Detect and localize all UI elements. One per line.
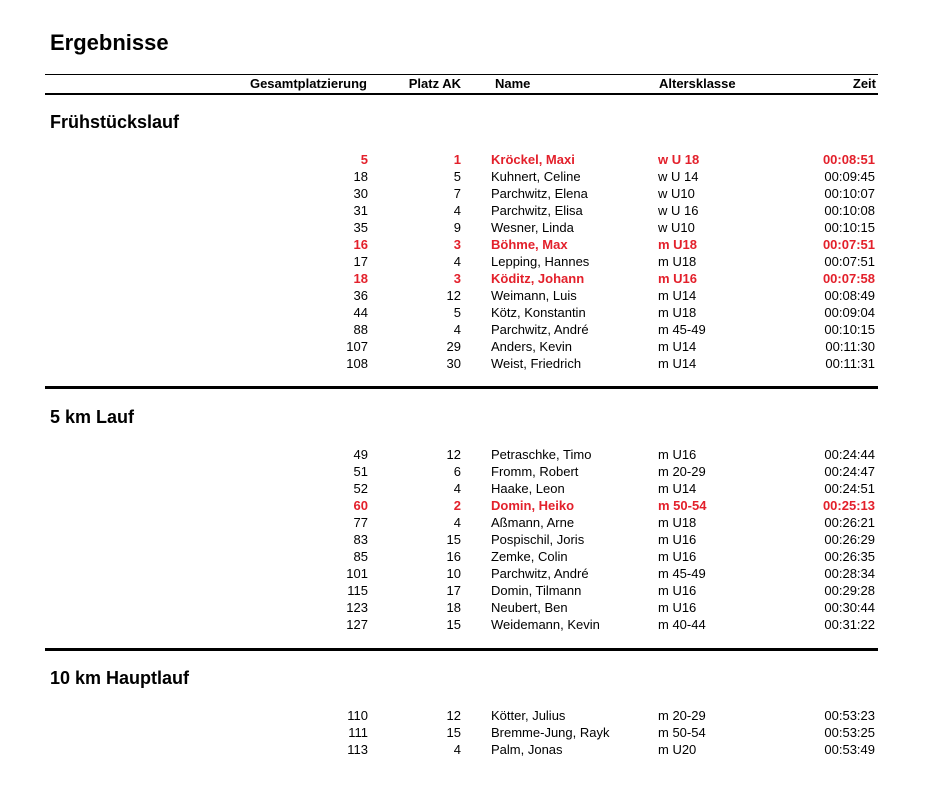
cell-zeit: 00:11:31 — [825, 356, 875, 371]
cell-name: Haake, Leon — [491, 481, 565, 496]
header-platz-ak: Platz AK — [408, 76, 461, 91]
cell-platz-ak: 15 — [446, 532, 461, 547]
cell-zeit: 00:09:04 — [824, 305, 875, 320]
table-row — [45, 463, 878, 480]
cell-name: Fromm, Robert — [491, 464, 579, 479]
header-name: Name — [495, 76, 531, 91]
cell-altersklasse: m U16 — [658, 532, 697, 547]
cell-gesamtplatzierung: 111 — [348, 725, 368, 740]
cell-zeit: 00:31:22 — [824, 617, 875, 632]
table-row — [45, 321, 878, 338]
cell-name: Kröckel, Maxi — [491, 152, 575, 167]
cell-zeit: 00:53:49 — [824, 742, 875, 757]
cell-platz-ak: 12 — [446, 288, 461, 303]
cell-name: Aßmann, Arne — [491, 515, 575, 530]
cell-gesamtplatzierung: 83 — [353, 532, 368, 547]
table-row — [45, 707, 878, 724]
cell-gesamtplatzierung: 16 — [353, 237, 368, 252]
table-row — [45, 270, 878, 287]
cell-platz-ak: 15 — [446, 617, 461, 632]
cell-name: Petraschke, Timo — [491, 447, 592, 462]
cell-gesamtplatzierung: 35 — [353, 220, 368, 235]
cell-gesamtplatzierung: 36 — [353, 288, 368, 303]
table-row — [45, 355, 878, 372]
results-rows — [45, 446, 878, 633]
cell-gesamtplatzierung: 85 — [353, 549, 368, 564]
cell-platz-ak: 12 — [446, 447, 461, 462]
cell-gesamtplatzierung: 52 — [353, 481, 368, 496]
cell-zeit: 00:53:25 — [824, 725, 875, 740]
cell-name: Domin, Heiko — [491, 498, 575, 513]
cell-name: Parchwitz, Elisa — [491, 203, 583, 218]
cell-zeit: 00:26:29 — [824, 532, 875, 547]
table-row — [45, 531, 878, 548]
cell-name: Lepping, Hannes — [491, 254, 590, 269]
cell-name: Parchwitz, André — [491, 322, 589, 337]
cell-name: Parchwitz, Elena — [491, 186, 588, 201]
cell-name: Wesner, Linda — [491, 220, 574, 235]
cell-altersklasse: m U14 — [658, 356, 697, 371]
cell-altersklasse: m 20-29 — [658, 464, 706, 479]
cell-altersklasse: w U 16 — [658, 203, 699, 218]
cell-platz-ak: 4 — [453, 322, 461, 337]
table-row — [45, 514, 878, 531]
cell-gesamtplatzierung: 44 — [353, 305, 368, 320]
table-row — [45, 168, 878, 185]
cell-altersklasse: m U16 — [658, 447, 697, 462]
cell-gesamtplatzierung: 101 — [346, 566, 368, 581]
cell-altersklasse: w U10 — [658, 220, 695, 235]
cell-altersklasse: m U18 — [658, 237, 698, 252]
cell-zeit: 00:28:34 — [824, 566, 875, 581]
table-row — [45, 565, 878, 582]
cell-platz-ak: 5 — [453, 305, 461, 320]
cell-platz-ak: 16 — [446, 549, 461, 564]
header-gesamtplatzierung: Gesamtplatzierung — [249, 76, 367, 91]
cell-gesamtplatzierung: 60 — [353, 498, 368, 513]
cell-platz-ak: 30 — [446, 356, 461, 371]
cell-platz-ak: 15 — [446, 725, 461, 740]
cell-name: Neubert, Ben — [491, 600, 568, 615]
cell-name: Kötz, Konstantin — [491, 305, 586, 320]
cell-zeit: 00:08:49 — [824, 288, 875, 303]
cell-platz-ak: 4 — [453, 515, 461, 530]
cell-altersklasse: m 50-54 — [658, 725, 706, 740]
cell-gesamtplatzierung: 107 — [346, 339, 368, 354]
cell-name: Köditz, Johann — [491, 271, 585, 286]
cell-platz-ak: 4 — [453, 203, 461, 218]
cell-altersklasse: m U14 — [658, 339, 697, 354]
table-row — [45, 185, 878, 202]
cell-altersklasse: m 50-54 — [658, 498, 707, 513]
cell-platz-ak: 4 — [453, 742, 461, 757]
table-row — [45, 480, 878, 497]
cell-gesamtplatzierung: 88 — [353, 322, 368, 337]
cell-altersklasse: w U10 — [658, 186, 695, 201]
cell-gesamtplatzierung: 30 — [353, 186, 368, 201]
table-row — [45, 236, 878, 253]
cell-gesamtplatzierung: 31 — [353, 203, 368, 218]
cell-zeit: 00:11:30 — [825, 339, 875, 354]
table-row — [45, 151, 878, 168]
table-row — [45, 219, 878, 236]
cell-zeit: 00:10:08 — [824, 203, 875, 218]
cell-platz-ak: 7 — [453, 186, 461, 201]
cell-platz-ak: 2 — [453, 498, 461, 513]
table-row — [45, 253, 878, 270]
page-title: Ergebnisse — [50, 30, 169, 55]
cell-name: Weidemann, Kevin — [491, 617, 600, 632]
cell-name: Domin, Tilmann — [491, 583, 582, 598]
cell-platz-ak: 1 — [453, 152, 461, 167]
header-zeit: Zeit — [852, 76, 876, 91]
table-row — [45, 616, 878, 633]
table-row — [45, 741, 878, 758]
cell-altersklasse: m 45-49 — [658, 322, 706, 337]
table-row — [45, 304, 878, 321]
cell-altersklasse: m 40-44 — [658, 617, 706, 632]
cell-gesamtplatzierung: 110 — [347, 708, 368, 723]
table-row — [45, 599, 878, 616]
cell-name: Weist, Friedrich — [491, 356, 582, 371]
cell-altersklasse: m U16 — [658, 271, 698, 286]
cell-zeit: 00:07:51 — [824, 254, 875, 269]
cell-zeit: 00:24:47 — [824, 464, 875, 479]
results-rows — [45, 707, 878, 758]
cell-altersklasse: m U18 — [658, 305, 697, 320]
cell-zeit: 00:24:51 — [824, 481, 875, 496]
table-row — [45, 497, 878, 514]
cell-gesamtplatzierung: 49 — [353, 447, 368, 462]
cell-altersklasse: m U16 — [658, 583, 697, 598]
cell-altersklasse: m U18 — [658, 254, 697, 269]
cell-gesamtplatzierung: 17 — [353, 254, 368, 269]
section-title: 10 km Hauptlauf — [50, 668, 190, 688]
cell-altersklasse: w U 18 — [658, 152, 700, 167]
cell-platz-ak: 9 — [453, 220, 461, 235]
cell-platz-ak: 18 — [446, 600, 461, 615]
cell-name: Palm, Jonas — [491, 742, 563, 757]
cell-platz-ak: 12 — [446, 708, 461, 723]
cell-gesamtplatzierung: 127 — [346, 617, 368, 632]
cell-platz-ak: 4 — [453, 481, 461, 496]
cell-zeit: 00:07:58 — [822, 271, 875, 286]
cell-zeit: 00:10:15 — [824, 220, 875, 235]
cell-platz-ak: 17 — [446, 583, 461, 598]
cell-altersklasse: m U14 — [658, 288, 697, 303]
cell-gesamtplatzierung: 77 — [353, 515, 368, 530]
cell-gesamtplatzierung: 51 — [353, 464, 368, 479]
cell-gesamtplatzierung: 115 — [347, 583, 368, 598]
cell-zeit: 00:24:44 — [824, 447, 875, 462]
cell-zeit: 00:30:44 — [824, 600, 875, 615]
section-divider — [45, 648, 878, 651]
table-row — [45, 446, 878, 463]
cell-zeit: 00:09:45 — [824, 169, 875, 184]
cell-altersklasse: m U14 — [658, 481, 697, 496]
cell-platz-ak: 29 — [446, 339, 461, 354]
cell-zeit: 00:26:35 — [824, 549, 875, 564]
cell-name: Pospischil, Joris — [491, 532, 585, 547]
cell-zeit: 00:10:15 — [824, 322, 875, 337]
table-row — [45, 338, 878, 355]
cell-gesamtplatzierung: 123 — [346, 600, 368, 615]
cell-altersklasse: m 45-49 — [658, 566, 706, 581]
cell-altersklasse: m U18 — [658, 515, 697, 530]
cell-name: Bremme-Jung, Rayk — [491, 725, 610, 740]
cell-zeit: 00:26:21 — [824, 515, 875, 530]
cell-platz-ak: 3 — [453, 237, 461, 252]
cell-zeit: 00:53:23 — [824, 708, 875, 723]
cell-altersklasse: m U20 — [658, 742, 697, 757]
cell-gesamtplatzierung: 18 — [353, 271, 368, 286]
cell-name: Weimann, Luis — [491, 288, 577, 303]
cell-altersklasse: m U16 — [658, 600, 697, 615]
cell-gesamtplatzierung: 108 — [346, 356, 368, 371]
cell-gesamtplatzierung: 5 — [360, 152, 368, 167]
cell-platz-ak: 6 — [453, 464, 461, 479]
table-row — [45, 582, 878, 599]
cell-name: Böhme, Max — [491, 237, 568, 252]
table-row — [45, 287, 878, 304]
cell-platz-ak: 3 — [453, 271, 461, 286]
section-divider — [45, 386, 878, 389]
cell-name: Kuhnert, Celine — [491, 169, 581, 184]
cell-zeit: 00:07:51 — [822, 237, 875, 252]
cell-zeit: 00:08:51 — [822, 152, 875, 167]
cell-name: Parchwitz, André — [491, 566, 589, 581]
cell-gesamtplatzierung: 18 — [353, 169, 368, 184]
cell-zeit: 00:29:28 — [824, 583, 875, 598]
cell-gesamtplatzierung: 113 — [347, 742, 368, 757]
table-row — [45, 724, 878, 741]
section-title: 5 km Lauf — [50, 407, 135, 427]
section-title: Frühstückslauf — [50, 112, 180, 132]
cell-altersklasse: w U 14 — [658, 169, 699, 184]
cell-name: Zemke, Colin — [491, 549, 568, 564]
cell-platz-ak: 4 — [453, 254, 461, 269]
cell-platz-ak: 10 — [446, 566, 461, 581]
table-row — [45, 202, 878, 219]
header-altersklasse: Altersklasse — [659, 76, 736, 91]
table-header — [45, 74, 878, 95]
cell-name: Anders, Kevin — [491, 339, 572, 354]
cell-altersklasse: m 20-29 — [658, 708, 706, 723]
cell-zeit: 00:10:07 — [824, 186, 875, 201]
cell-zeit: 00:25:13 — [822, 498, 875, 513]
cell-platz-ak: 5 — [453, 169, 461, 184]
cell-name: Kötter, Julius — [491, 708, 566, 723]
results-rows — [45, 151, 878, 372]
cell-altersklasse: m U16 — [658, 549, 697, 564]
table-row — [45, 548, 878, 565]
